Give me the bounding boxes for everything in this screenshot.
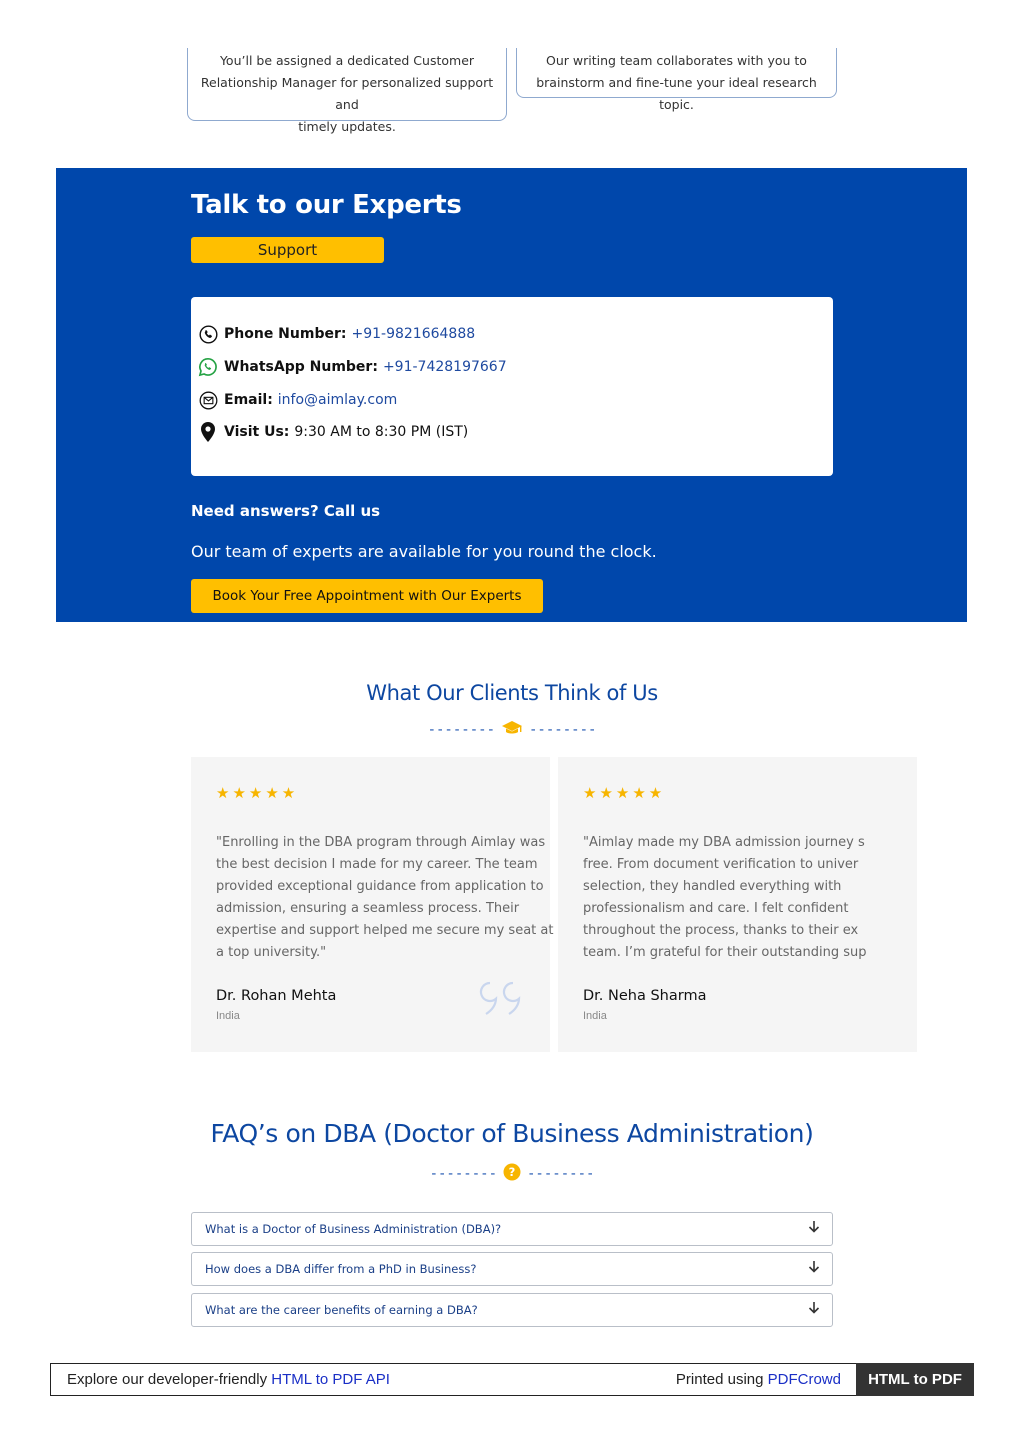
writing-feature-line: Our writing team collaborates with you to <box>546 53 807 68</box>
arrow-down-icon <box>808 1260 820 1278</box>
whatsapp-value[interactable]: +91-7428197667 <box>382 359 507 375</box>
divider-dashes: -------- <box>429 1166 497 1182</box>
experts-title: Talk to our Experts <box>191 190 462 220</box>
clients-divider <box>0 720 1024 740</box>
faq-item[interactable] <box>191 1293 833 1327</box>
testimonial-author: Dr. Rohan Mehta <box>216 988 337 1004</box>
quote-line: a top university." <box>216 945 327 960</box>
quote-line: admission, ensuring a seamless process. Their <box>216 901 520 916</box>
phone-label: Phone Number: <box>224 326 347 342</box>
faq-question: What is a Doctor of Business Administration (DBA)? <box>205 1222 502 1236</box>
quote-line: selection, they handled everything with <box>583 879 842 894</box>
arrow-down-icon <box>808 1301 820 1319</box>
question-circle-icon <box>503 1163 521 1185</box>
quote-line: throughout the process, thanks to their ex <box>583 923 859 938</box>
divider-dashes: -------- <box>427 722 495 738</box>
quote-line: the best decision I made for my career. The team <box>216 857 538 872</box>
faq-question: How does a DBA differ from a PhD in Business? <box>205 1262 477 1276</box>
writing-team-feature-card <box>516 48 837 112</box>
faq-divider <box>0 1163 1024 1185</box>
whatsapp-label: WhatsApp Number: <box>224 359 378 375</box>
visit-hours: 9:30 AM to 8:30 PM (IST) <box>294 424 469 440</box>
testimonial-card <box>558 757 917 1052</box>
quote-line: provided exceptional guidance from application to <box>216 879 544 894</box>
whatsapp-row <box>198 357 507 377</box>
testimonial-quote <box>583 832 893 964</box>
divider-dashes: -------- <box>527 1166 595 1182</box>
quote-line: free. From document verification to univer <box>583 857 859 872</box>
quote-mark-icon <box>479 979 525 1024</box>
pdfcrowd-footer-banner <box>50 1363 974 1396</box>
email-value[interactable]: info@aimlay.com <box>277 392 398 408</box>
support-tag: Support <box>191 237 384 263</box>
testimonial-country: India <box>583 1010 607 1022</box>
faq-section-title: FAQ’s on DBA (Doctor of Business Administration) <box>210 1119 814 1148</box>
email-icon <box>198 390 218 410</box>
crm-feature-line: timely updates. <box>298 119 396 134</box>
html-to-pdf-button[interactable]: HTML to PDF <box>856 1363 974 1396</box>
testimonial-country: India <box>216 1010 240 1022</box>
crm-feature-card <box>187 48 507 134</box>
writing-feature-line: brainstorm and fine-tune your ideal research topic. <box>536 75 817 112</box>
graduation-cap-icon <box>501 720 523 740</box>
pdfcrowd-link[interactable]: PDFCrowd <box>767 1371 841 1388</box>
svg-text:?: ? <box>508 1165 516 1180</box>
faq-item[interactable] <box>191 1212 833 1246</box>
need-answers-heading: Need answers? Call us <box>191 502 381 520</box>
phone-row <box>198 324 475 344</box>
quote-line: "Enrolling in the DBA program through Aimlay was <box>216 835 546 850</box>
explore-text-group <box>51 1371 676 1388</box>
crm-feature-line: Relationship Manager for personalized support and <box>200 75 494 112</box>
divider-dashes: -------- <box>529 722 597 738</box>
star-rating: ★★★★★ <box>583 785 666 802</box>
book-appointment-button[interactable]: Book Your Free Appointment with Our Experts <box>191 579 543 613</box>
visit-label: Visit Us: <box>224 424 290 440</box>
html-to-pdf-api-link[interactable]: HTML to PDF API <box>271 1371 390 1388</box>
faq-item[interactable] <box>191 1252 833 1286</box>
testimonial-card <box>191 757 554 1052</box>
quote-line: expertise and support helped me secure my seat at <box>216 923 554 938</box>
arrow-down-icon <box>808 1220 820 1238</box>
testimonial-quote <box>216 832 554 964</box>
testimonial-author: Dr. Neha Sharma <box>583 988 707 1004</box>
location-pin-icon <box>198 422 218 442</box>
quote-line: "Aimlay made my DBA admission journey s <box>583 835 865 850</box>
explore-text: Explore our developer-friendly <box>67 1371 272 1388</box>
testimonials-carousel <box>191 757 867 1052</box>
printed-using-group <box>676 1371 856 1388</box>
phone-value[interactable]: +91-9821664888 <box>351 326 476 342</box>
quote-line: team. I’m grateful for their outstanding sup <box>583 945 867 960</box>
visit-row <box>198 422 468 442</box>
faq-question: What are the career benefits of earning a DBA? <box>205 1303 478 1317</box>
printed-using-text: Printed using <box>675 1371 768 1388</box>
team-availability-text: Our team of experts are available for you round the clock. <box>191 542 657 561</box>
crm-feature-line: You’ll be assigned a dedicated Customer <box>219 53 475 68</box>
clients-section-title: What Our Clients Think of Us <box>366 681 658 705</box>
whatsapp-icon <box>198 357 218 377</box>
phone-icon <box>198 324 218 344</box>
quote-line: professionalism and care. I felt confident <box>583 901 849 916</box>
star-rating: ★★★★★ <box>216 785 299 802</box>
email-label: Email: <box>224 392 273 408</box>
email-row <box>198 390 397 410</box>
